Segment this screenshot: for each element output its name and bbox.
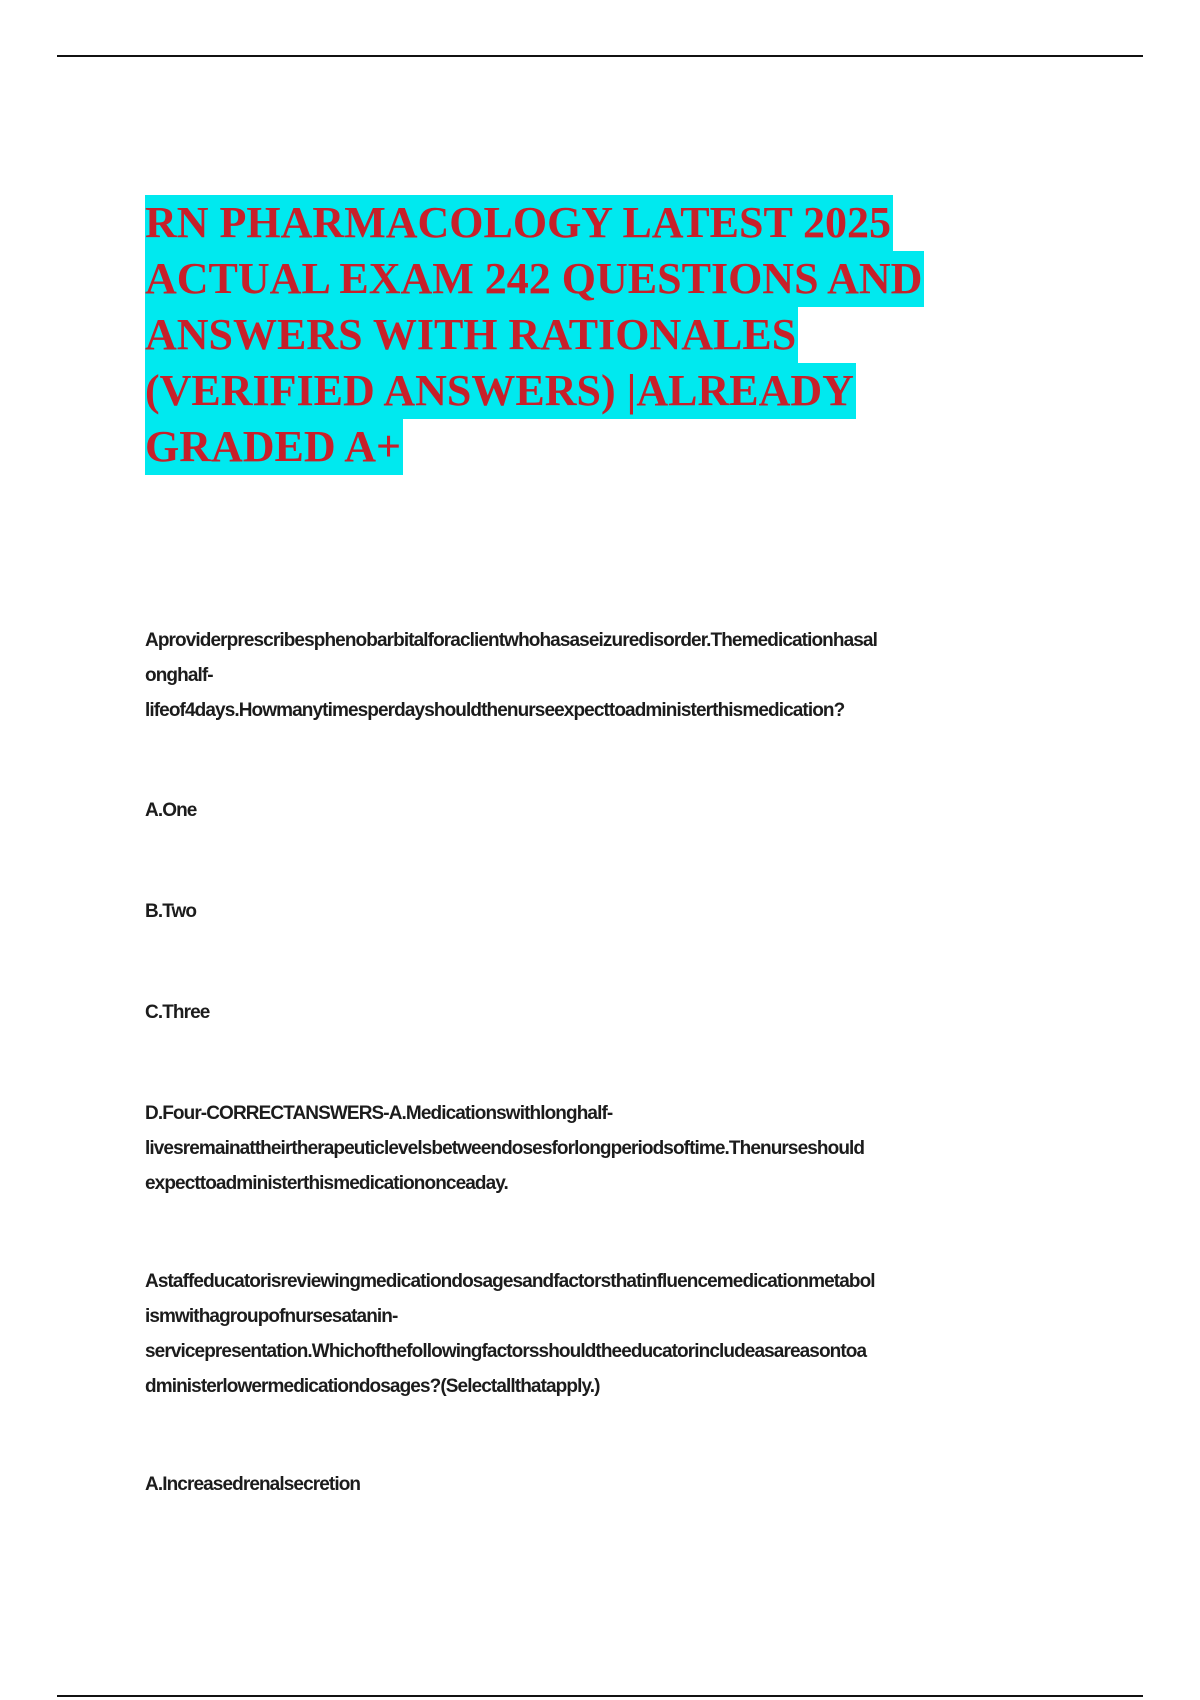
answer-1-line-2: livesremainattheirtherapeuticlevelsbetweendosesforlongperiodsoftime.Thenurseshould — [145, 1138, 865, 1159]
title-line-2: ACTUAL EXAM 242 QUESTIONS AND — [145, 251, 924, 307]
question-2-line-3: servicepresentation.Whichofthefollowingfactorsshouldtheeducatorincludeasareasontoa — [145, 1341, 867, 1362]
title-line-4: (VERIFIED ANSWERS) |ALREADY — [145, 363, 856, 419]
answer-1-line-3: expecttoadministerthismedicationonceaday. — [145, 1173, 508, 1194]
question-2-line-2: ismwithagroupofnursesatanin- — [145, 1306, 398, 1327]
question-1-line-1: Aproviderprescribesphenobarbitalforaclientwhohasaseizuredisorder.Themedicationhasal — [145, 630, 877, 651]
question-1-option-b: B.Two — [145, 901, 197, 922]
question-2-line-1: Astaffeducatorisreviewingmedicationdosagesandfactorsthatinfluencemedicationmetabol — [145, 1271, 875, 1292]
question-1-answer — [145, 1096, 1065, 1201]
document-title — [145, 195, 1045, 475]
question-1-option-c: C.Three — [145, 1002, 210, 1023]
title-line-5: GRADED A+ — [145, 419, 403, 475]
bottom-divider — [57, 1695, 1143, 1697]
question-1-line-2: onghalf- — [145, 665, 213, 686]
question-1-line-3: lifeof4days.Howmanytimesperdayshouldthenurseexpecttoadministerthismedication? — [145, 700, 845, 721]
title-line-3: ANSWERS WITH RATIONALES — [145, 307, 798, 363]
question-2-option-a: A.Increasedrenalsecretion — [145, 1474, 361, 1495]
question-1-text — [145, 623, 1065, 728]
question-2-text — [145, 1264, 1065, 1404]
question-1-option-a: A.One — [145, 800, 197, 821]
top-divider — [57, 55, 1143, 57]
answer-1-line-1: D.Four-CORRECTANSWERS-A.Medicationswithlonghalf- — [145, 1103, 613, 1124]
question-2-line-4: dministerlowermedicationdosages?(Selectallthatapply.) — [145, 1376, 600, 1397]
title-line-1: RN PHARMACOLOGY LATEST 2025 — [145, 195, 893, 251]
